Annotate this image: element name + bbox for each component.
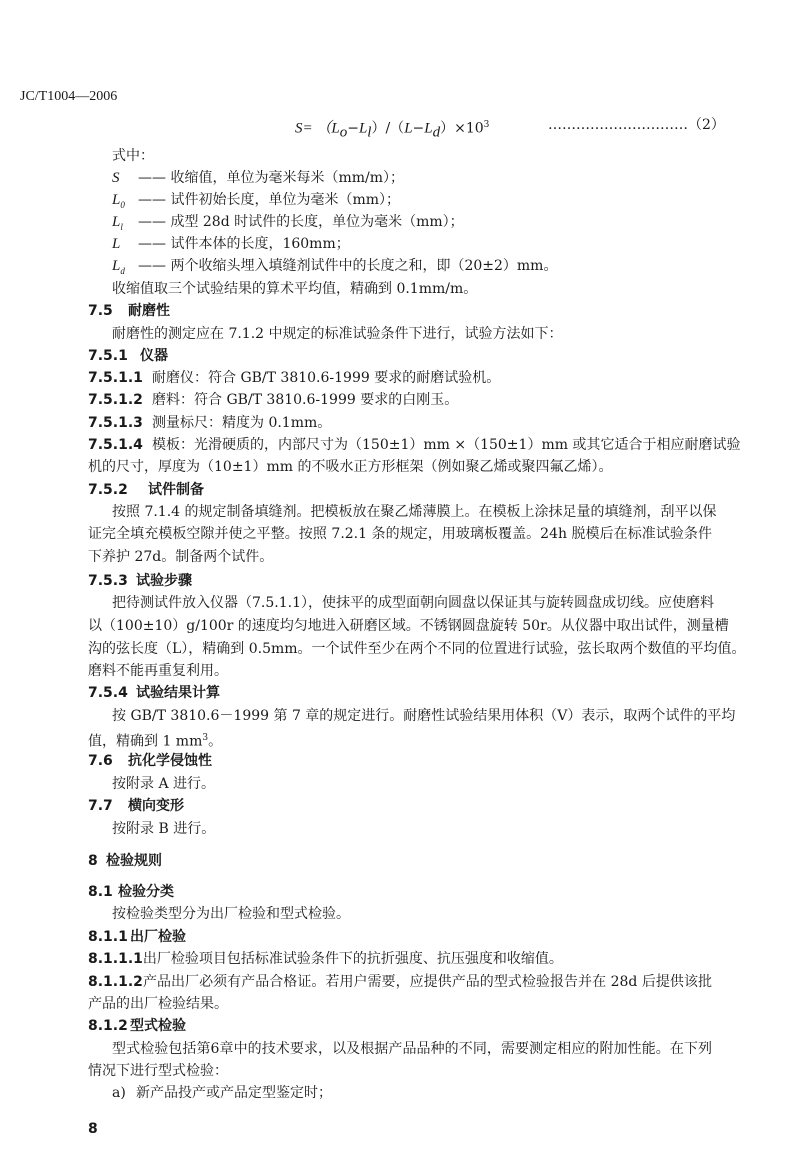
clause-number: 7.5.1.4 <box>88 437 143 453</box>
formula-part: S= （ <box>295 120 332 137</box>
section-title: 检验分类 <box>118 884 174 900</box>
symbol: L <box>112 236 121 252</box>
section-title: 试件制备 <box>148 482 204 498</box>
section-7-5-1-heading <box>88 347 168 365</box>
section-title: 耐磨性 <box>128 303 170 319</box>
leader-dots: ………………………… <box>548 117 688 133</box>
paragraph-line: 按附录 A 进行。 <box>112 776 216 792</box>
symbol: L <box>112 258 121 274</box>
paragraph-line: 沟的弦长度（L），精确到 0.5mm。一个试件至少在两个不同的位置进行试验，弦长取两个数值的平均值。 <box>88 641 746 657</box>
section-number: 7.6 <box>88 753 113 769</box>
definition-text: —— 试件本体的长度，160mm； <box>138 236 350 252</box>
definition-text: —— 收缩值，单位为毫米每米（mm/m）； <box>138 170 404 186</box>
clause-number: 8.1.1.1 <box>88 951 143 967</box>
paragraph-line: 以（100±10）g/100r 的速度均匀地进入研磨区域。不锈钢圆盘旋转 50r。从仪器中取出试件，测量槽 <box>88 618 729 634</box>
clause-number: 7.5.1.1 <box>88 370 143 386</box>
chapter-number: 8 <box>88 853 98 869</box>
paragraph-line: 型式检验包括第6章中的技术要求，以及根据产品品种的不同，需要测定相应的附加性能。在下列 <box>112 1041 712 1057</box>
section-title: 横向变形 <box>128 798 184 814</box>
formula-part: L <box>404 120 413 137</box>
section-number: 7.5 <box>88 303 113 319</box>
clause-number: 7.5.1.3 <box>88 415 143 431</box>
symbol: S <box>112 170 120 186</box>
section-7-5-2-heading <box>88 481 204 499</box>
formula-part: L <box>358 120 368 137</box>
paragraph-line: 按检验类型分为出厂检验和型式检验。 <box>112 906 350 922</box>
paragraph-line: 按附录 B 进行。 <box>112 821 216 837</box>
superscript: 3 <box>202 733 209 743</box>
definition <box>112 169 404 192</box>
clause-number: 8.1.1.2 <box>88 974 143 990</box>
clause-7-5-1-3 <box>88 414 331 432</box>
section-number: 8.1 <box>88 884 113 900</box>
formula-part: − <box>412 120 425 137</box>
section-number: 8.1.2 <box>88 1018 128 1034</box>
list-marker: a) <box>112 1085 126 1101</box>
section-number: 7.5.4 <box>88 685 128 701</box>
formula-part: L <box>424 120 433 137</box>
definition-text: —— 试件初始长度，单位为毫米（mm）； <box>138 192 401 208</box>
formula-part: ）/（ <box>371 120 405 137</box>
formula-part: 3 <box>483 120 490 130</box>
formula-part: l <box>367 124 372 141</box>
clause-text: 出厂检验项目包括标准试验条件下的抗折强度、抗压强度和收缩值。 <box>142 951 563 967</box>
section-title: 出厂检验 <box>130 929 186 945</box>
symbol: L <box>112 214 121 230</box>
section-7-5-heading <box>88 302 170 320</box>
paragraph-line: 证完全填充模板空隙并使之平整。按照 7.2.1 条的规定，用玻璃板覆盖。24h 脱模后在标准试验条件 <box>88 526 712 542</box>
symbol-sub: l <box>120 222 123 232</box>
section-number: 7.5.2 <box>88 482 128 498</box>
paragraph-line: 磨料不能再重复利用。 <box>88 663 228 679</box>
section-title: 试验结果计算 <box>136 685 220 701</box>
symbol-sub: d <box>120 266 125 276</box>
list-item-text: 新产品投产或产品定型鉴定时； <box>136 1085 332 1101</box>
paragraph-line: 情况下进行型式检验： <box>88 1063 228 1079</box>
paragraph-line: 下养护 27d。制备两个试件。 <box>88 549 274 565</box>
section-7-5-4-heading <box>88 684 220 702</box>
definition-text: —— 成型 28d 时试件的长度，单位为毫米（mm）； <box>138 214 464 230</box>
section-8-1-1-heading <box>88 928 186 946</box>
clause-text: 产品出厂必须有产品合格证。若用户需要，应提供产品的型式检验报告并在 28d 后提供该批 <box>142 974 712 990</box>
clause-text: 磨料：符合 GB/T 3810.6-1999 要求的白刚玉。 <box>152 392 459 408</box>
definition <box>112 235 350 258</box>
section-7-5-3-heading <box>88 572 192 590</box>
chapter-8-heading <box>88 852 162 870</box>
clause-text: 耐磨仪：符合 GB/T 3810.6-1999 要求的耐磨试验机。 <box>152 370 501 386</box>
clause-text: 模板：光滑硬质的，内部尺寸为（150±1）mm ×（150±1）mm 或其它适合于相应耐磨试验 <box>152 437 741 453</box>
definition-text: —— 两个收缩头埋入填缝剂试件中的长度之和，即（20±2）mm。 <box>138 258 558 274</box>
clause-7-5-1-1 <box>88 369 500 387</box>
section-7-6-heading <box>88 752 212 770</box>
text: 值，精确到 1 mm <box>88 733 203 750</box>
section-7-7-heading <box>88 797 184 815</box>
shrink-note: 收缩值取三个试验结果的算术平均值，精确到 0.1mm/m。 <box>112 281 478 297</box>
formula <box>295 116 489 141</box>
section-number: 8.1.1 <box>88 929 128 945</box>
symbol: L <box>112 192 121 208</box>
text: 。 <box>208 733 223 750</box>
definition <box>112 257 557 280</box>
clause-text: 测量标尺：精度为 0.1mm。 <box>152 415 332 431</box>
clause-number: 7.5.1.2 <box>88 392 143 408</box>
paragraph-line: 耐磨性的测定应在 7.1.2 中规定的标准试验条件下进行，试验方法如下： <box>112 326 563 342</box>
formula-part: L <box>331 120 340 137</box>
page-number: 8 <box>88 1121 98 1137</box>
clause-7-5-1-4 <box>88 436 741 454</box>
definition <box>112 191 400 214</box>
paragraph-line: 按 GB/T 3810.6－1999 第 7 章的规定进行。耐磨性试验结果用体积（V）表示，取两个试件的平均 <box>112 708 736 724</box>
list-item-a <box>112 1084 332 1102</box>
clause-7-5-1-2 <box>88 391 458 409</box>
clause-8-1-1-2 <box>88 973 712 991</box>
clause-8-1-1-1 <box>88 950 563 968</box>
section-title: 型式检验 <box>130 1018 186 1034</box>
paragraph-line: 按照 7.1.4 的规定制备填缝剂。把模板放在聚乙烯薄膜上。在模板上涂抹足量的填缝剂，刮平以保 <box>112 504 717 520</box>
definition <box>112 213 464 236</box>
section-title: 仪器 <box>140 348 168 364</box>
paragraph-line: 把待测试件放入仪器（7.5.1.1），使抹平的成型面朝向圆盘以保证其与旋转圆盘成切线。应使磨料 <box>112 595 714 611</box>
section-8-1-heading <box>88 883 174 901</box>
section-number: 7.7 <box>88 798 113 814</box>
paragraph-line: 机的尺寸，厚度为（10±1）mm 的不吸水正方形框架（例如聚乙烯或聚四氟乙烯）。 <box>88 459 613 475</box>
section-title: 试验步骤 <box>136 573 192 589</box>
equation-number <box>548 116 725 134</box>
paragraph-line: 产品的出厂检验结果。 <box>88 996 228 1012</box>
section-number: 7.5.3 <box>88 573 128 589</box>
formula-part: d <box>432 124 441 141</box>
section-number: 7.5.1 <box>88 348 128 364</box>
chapter-title: 检验规则 <box>106 853 162 869</box>
where-label: 式中： <box>112 148 154 164</box>
paragraph-line <box>88 729 222 751</box>
equation-label: （2） <box>688 117 725 133</box>
section-title: 抗化学侵蚀性 <box>128 753 212 769</box>
formula-part: o <box>339 124 348 141</box>
symbol-sub: 0 <box>120 200 125 210</box>
section-8-1-2-heading <box>88 1017 186 1035</box>
standard-code: JC/T1004—2006 <box>20 89 118 104</box>
formula-part: ）×10 <box>440 120 484 137</box>
formula-part: − <box>347 120 359 137</box>
